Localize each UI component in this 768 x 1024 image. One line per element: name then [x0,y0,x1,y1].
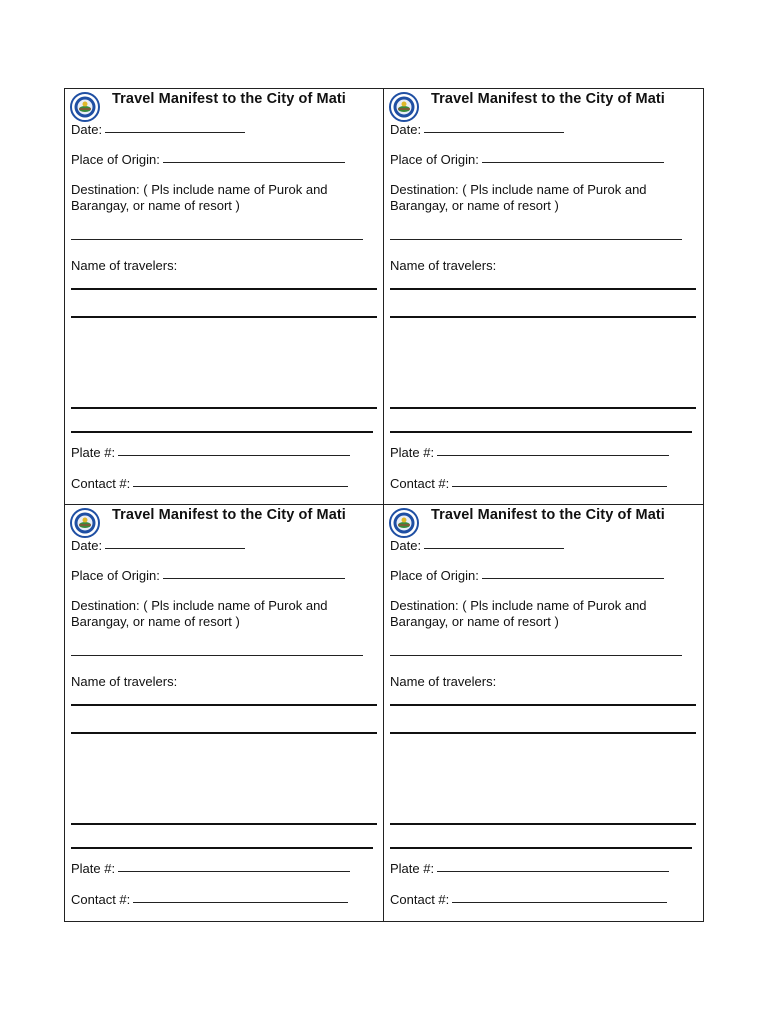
destination-label-line2: Barangay, or name of resort ) [71,198,240,213]
contact-field [390,892,667,907]
form-title: Travel Manifest to the City of Mati [431,507,665,523]
date-label: Date: [71,122,103,137]
destination-label-line1: Destination: ( Pls include name of Purok and [71,598,328,613]
origin-field [390,152,664,167]
origin-label: Place of Origin: [390,152,479,167]
traveler-line-4[interactable] [71,847,373,849]
origin-field [71,152,345,167]
destination-label-line2: Barangay, or name of resort ) [390,198,559,213]
contact-blank[interactable] [452,902,667,903]
contact-label: Contact #: [71,892,131,907]
contact-blank[interactable] [133,902,348,903]
destination-label-line2: Barangay, or name of resort ) [390,614,559,629]
contact-label: Contact #: [71,476,131,491]
city-seal-icon [389,508,419,538]
plate-blank[interactable] [118,455,350,456]
origin-blank[interactable] [482,162,664,163]
city-seal-icon [389,92,419,122]
destination-blank[interactable] [71,655,363,656]
traveler-line-2[interactable] [390,316,696,318]
plate-label: Plate #: [71,445,116,460]
date-blank[interactable] [424,132,564,133]
form-title: Travel Manifest to the City of Mati [431,91,665,107]
destination-label-line1: Destination: ( Pls include name of Purok and [71,182,328,197]
travelers-label: Name of travelers: [390,674,497,689]
date-label: Date: [390,122,422,137]
date-blank[interactable] [105,548,245,549]
form-title: Travel Manifest to the City of Mati [112,91,346,107]
traveler-line-1[interactable] [71,704,377,706]
manifest-card [65,89,384,505]
manifest-card [65,505,384,921]
origin-blank[interactable] [163,162,345,163]
traveler-line-1[interactable] [71,288,377,290]
date-blank[interactable] [424,548,564,549]
origin-field [71,568,345,583]
date-label: Date: [390,538,422,553]
contact-label: Contact #: [390,892,450,907]
city-seal-icon [70,508,100,538]
travelers-label: Name of travelers: [390,258,497,273]
plate-blank[interactable] [118,871,350,872]
contact-field [71,892,348,907]
plate-label: Plate #: [390,861,435,876]
plate-field [71,445,350,460]
destination-blank[interactable] [390,655,682,656]
form-title: Travel Manifest to the City of Mati [112,507,346,523]
contact-blank[interactable] [133,486,348,487]
date-field [390,122,564,137]
destination-blank[interactable] [71,239,363,240]
origin-label: Place of Origin: [390,568,479,583]
travelers-label: Name of travelers: [71,258,178,273]
traveler-line-2[interactable] [71,732,377,734]
plate-blank[interactable] [437,455,669,456]
traveler-line-3[interactable] [390,407,696,409]
plate-label: Plate #: [390,445,435,460]
date-field [390,538,564,553]
plate-field [71,861,350,876]
traveler-line-4[interactable] [390,431,692,433]
date-label: Date: [71,538,103,553]
destination-label-line1: Destination: ( Pls include name of Purok and [390,182,647,197]
date-field [71,538,245,553]
manifest-card [384,89,703,505]
traveler-line-3[interactable] [71,407,377,409]
origin-blank[interactable] [163,578,345,579]
manifest-sheet [64,88,704,922]
city-seal-icon [70,92,100,122]
traveler-line-4[interactable] [390,847,692,849]
date-field [71,122,245,137]
contact-field [71,476,348,491]
origin-field [390,568,664,583]
contact-field [390,476,667,491]
traveler-line-2[interactable] [390,732,696,734]
manifest-card [384,505,703,921]
destination-label-line2: Barangay, or name of resort ) [71,614,240,629]
traveler-line-3[interactable] [390,823,696,825]
origin-label: Place of Origin: [71,152,160,167]
origin-blank[interactable] [482,578,664,579]
contact-blank[interactable] [452,486,667,487]
plate-label: Plate #: [71,861,116,876]
destination-label-line1: Destination: ( Pls include name of Purok and [390,598,647,613]
traveler-line-4[interactable] [71,431,373,433]
traveler-line-3[interactable] [71,823,377,825]
destination-blank[interactable] [390,239,682,240]
plate-field [390,445,669,460]
plate-blank[interactable] [437,871,669,872]
contact-label: Contact #: [390,476,450,491]
date-blank[interactable] [105,132,245,133]
plate-field [390,861,669,876]
traveler-line-1[interactable] [390,288,696,290]
traveler-line-1[interactable] [390,704,696,706]
traveler-line-2[interactable] [71,316,377,318]
origin-label: Place of Origin: [71,568,160,583]
travelers-label: Name of travelers: [71,674,178,689]
